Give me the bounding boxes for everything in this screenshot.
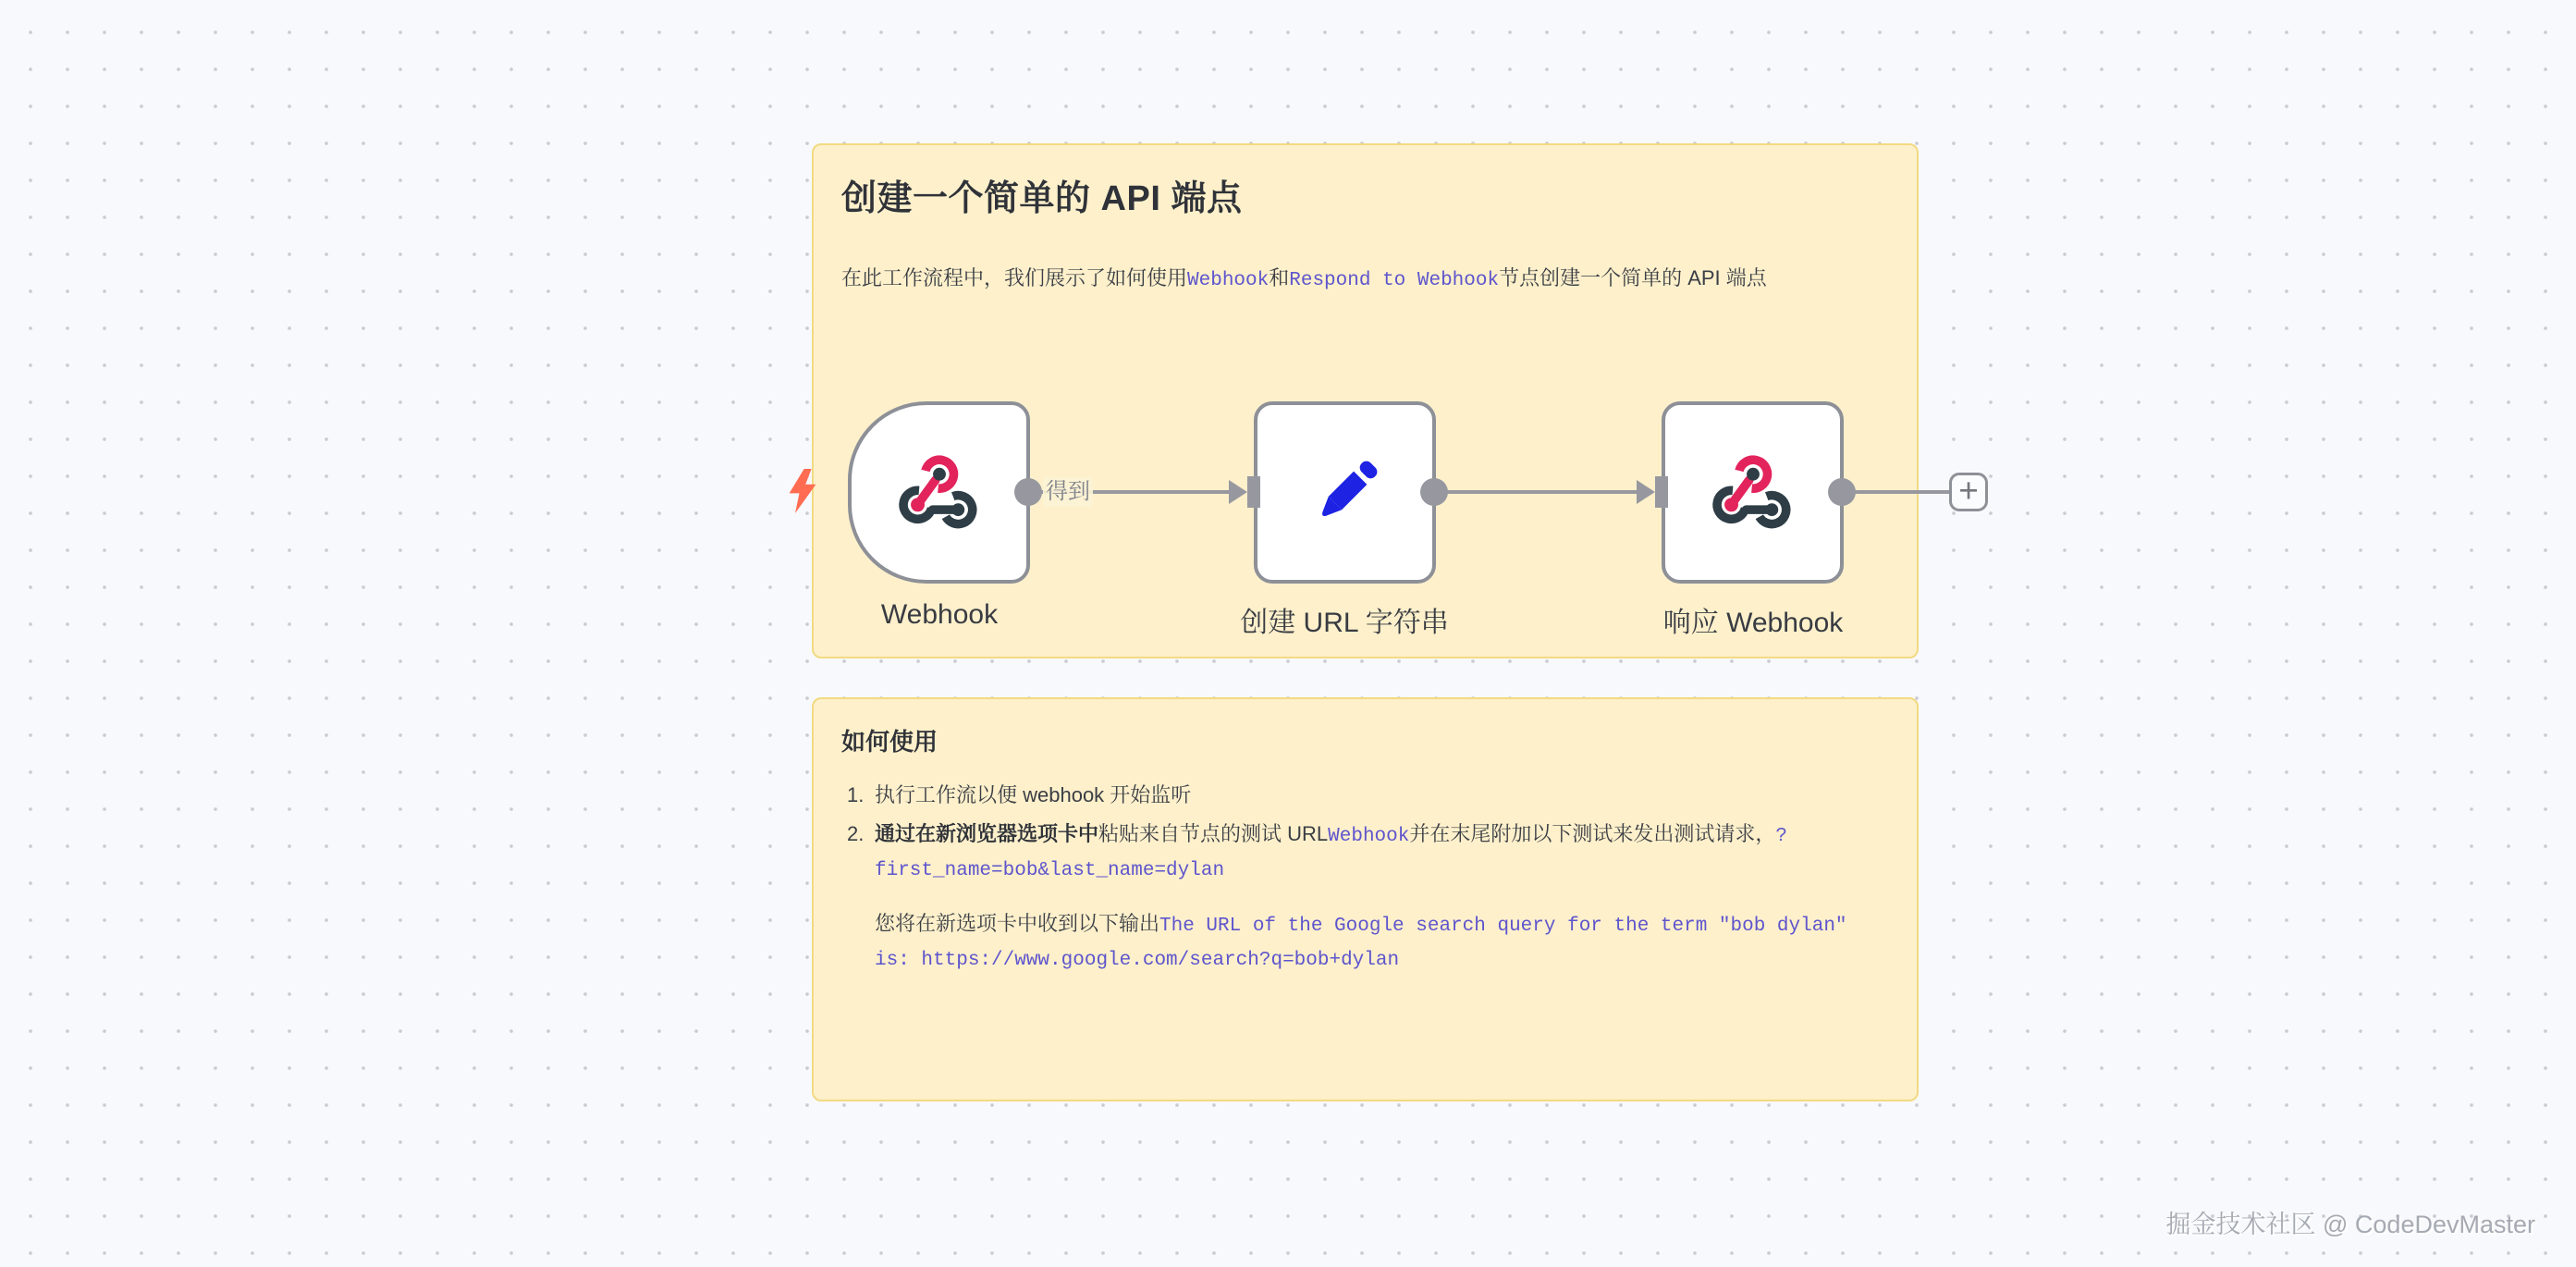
list-number: 2.: [847, 822, 865, 846]
node-respond-webhook[interactable]: [1662, 401, 1844, 584]
sticky-description: [841, 263, 1889, 297]
list-item: [847, 780, 1889, 811]
howto-heading: 如何使用: [841, 728, 938, 756]
pencil-icon: [1303, 450, 1388, 535]
list-item-text: 执行工作流以便 webhook 开始监听: [875, 783, 1192, 806]
desc-text-2: 和: [1269, 266, 1290, 289]
inline-code-query-params: ?first_name=bob&last_name=dylan: [875, 826, 1787, 881]
inline-code-webhook: Webhook: [1328, 826, 1410, 848]
add-node-button[interactable]: +: [1949, 473, 1988, 511]
node-create-url-string[interactable]: [1254, 401, 1436, 584]
result-paragraph: [875, 908, 1889, 976]
node-label-respond: 响应 Webhook: [1662, 608, 1844, 638]
input-port-arrow: [1229, 480, 1247, 504]
lightning-bolt-icon: [788, 468, 817, 514]
list-item-text: [875, 818, 1889, 886]
connection-label-get: 得到: [1043, 477, 1093, 507]
webhook-icon: [895, 453, 984, 533]
input-port: [1247, 476, 1260, 508]
inline-code-output: The URL of the Google search query for the term "bob dylan" is: https://www.google.com/search?q=bob+dylan: [875, 916, 1847, 971]
howto-list: [847, 780, 1889, 886]
connection-wire: [1842, 490, 1953, 494]
webhook-icon: [1709, 453, 1797, 533]
sticky-note-howto[interactable]: [812, 697, 1919, 1101]
inline-code-webhook: Webhook: [1187, 270, 1270, 291]
list-item: [847, 818, 1889, 886]
desc-text-3: 节点创建一个简单的 API 端点: [1499, 266, 1767, 289]
output-port[interactable]: [1014, 478, 1042, 506]
output-port[interactable]: [1828, 478, 1856, 506]
result-text: 您将在新选项卡中收到以下输出: [875, 912, 1160, 936]
node-label-webhook: Webhook: [880, 599, 999, 630]
output-port[interactable]: [1420, 478, 1448, 506]
sticky-title: 创建一个简单的 API 端点: [841, 179, 1243, 218]
inline-code-respond-webhook: Respond to Webhook: [1289, 270, 1500, 291]
connection-wire: [1434, 490, 1641, 494]
input-port-arrow: [1637, 480, 1655, 504]
list-number: 1.: [847, 783, 865, 806]
input-port: [1655, 476, 1668, 508]
bold-segment: 通过在新浏览器选项卡中: [875, 822, 1099, 846]
node-label-create-url: 创建 URL 字符串: [1240, 608, 1449, 638]
step2-text-2: 并在末尾附加以下测试来发出测试请求，: [1409, 822, 1776, 846]
node-webhook[interactable]: [848, 401, 1030, 584]
watermark: 掘金技术社区 @ CodeDevMaster: [2165, 1211, 2535, 1238]
desc-text-1: 在此工作流程中，我们展示了如何使用: [841, 266, 1188, 289]
step2-text-1: 粘贴来自节点的测试 URL: [1098, 822, 1329, 846]
